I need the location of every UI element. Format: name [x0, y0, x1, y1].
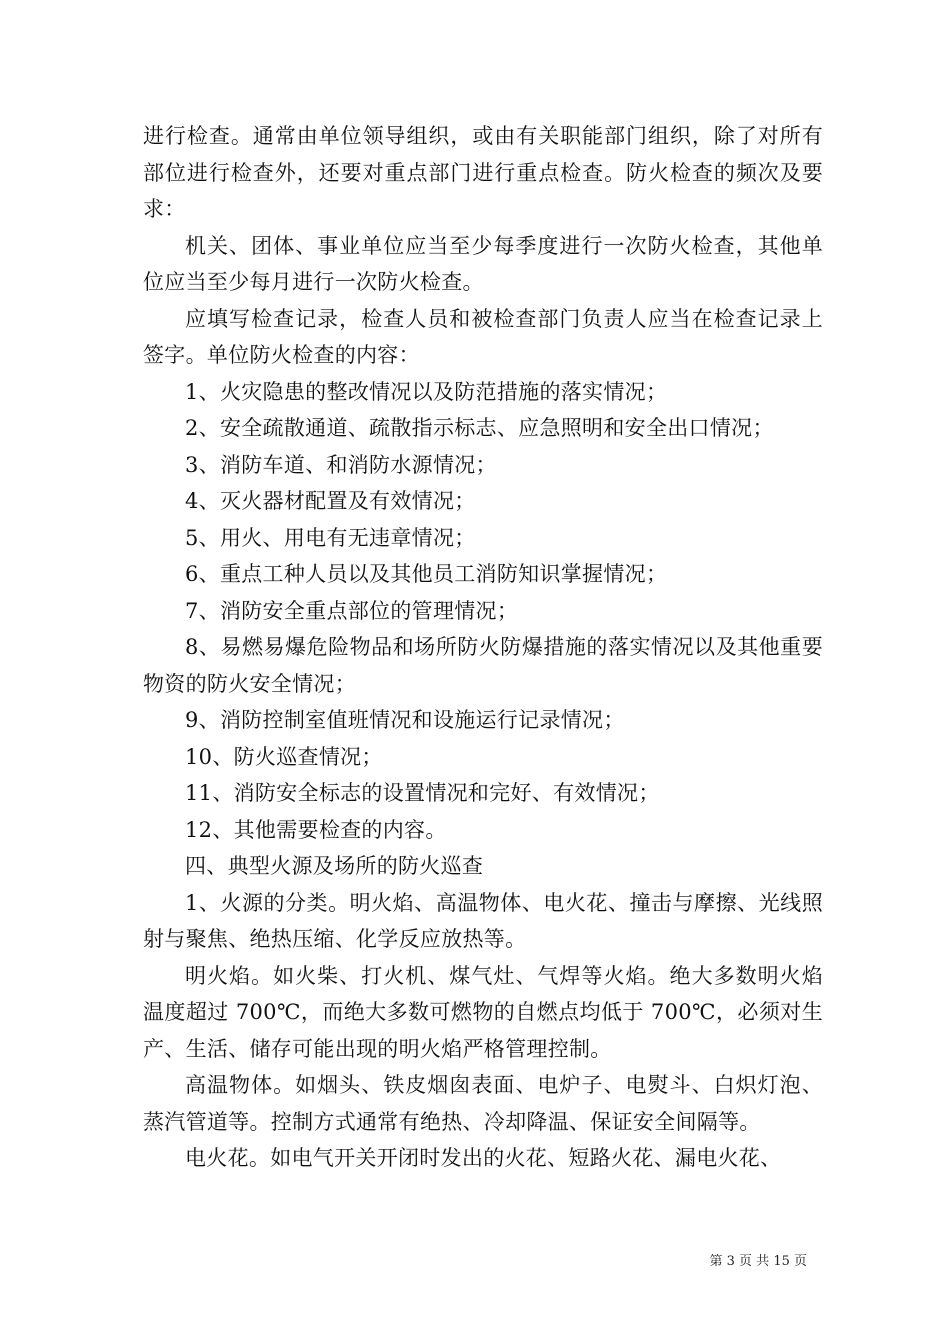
document-body: [143, 118, 823, 1177]
paragraph-1: 进行检查。通常由单位领导组织，或由有关职能部门组织，除了对所有部位进行检查外，还要对重点部门进行重点检查。防火检查的频次及要求：: [143, 124, 823, 221]
list-item-3: 3、消防车道、和消防水源情况；: [185, 452, 497, 477]
list-item-10: 10、防火巡查情况；: [185, 744, 383, 769]
paragraph-hot-objects: 高温物体。如烟头、铁皮烟囱表面、电炉子、电熨斗、白炽灯泡、蒸汽管道等。控制方式通常有绝热、冷却降温、保证安全间隔等。: [143, 1073, 823, 1134]
page-number-footer: 第 3 页 共 15 页: [709, 1254, 807, 1269]
list-item-1: 1、火灾隐患的整改情况以及防范措施的落实情况；: [185, 379, 668, 404]
list-item-7: 7、消防安全重点部位的管理情况；: [185, 598, 519, 623]
list-item-9: 9、消防控制室值班情况和设施运行记录情况；: [185, 708, 625, 732]
list-item-11: 11、消防安全标志的设置情况和完好、有效情况；: [185, 781, 660, 805]
list-item-2: 2、安全疏散通道、疏散指示标志、应急照明和安全出口情况；: [185, 416, 774, 440]
list-item-4: 4、灭火器材配置及有效情况；: [185, 489, 476, 513]
paragraph-2: 机关、团体、事业单位应当至少每季度进行一次防火检查，其他单位应当至少每月进行一次防火检查。: [143, 233, 823, 294]
paragraph-3: 应填写检查记录，检查人员和被检查部门负责人应当在检查记录上签字。单位防火检查的内容：: [143, 306, 823, 367]
list-item-8: 8、易燃易爆危险物品和场所防火防爆措施的落实情况以及其他重要物资的防火安全情况；: [143, 635, 823, 696]
paragraph-open-flame: 明火焰。如火柴、打火机、煤气灶、气焊等火焰。绝大多数明火焰温度超过 700℃，而绝大多数可燃物的自燃点均低于 700℃，必须对生产、生活、储存可能出现的明火焰严格管理控制。: [143, 963, 823, 1061]
paragraph-electric-spark: 电火花。如电气开关开闭时发出的火花、短路火花、漏电火花、: [185, 1146, 782, 1170]
list-item-6: 6、重点工种人员以及其他员工消防知识掌握情况；: [185, 562, 668, 586]
list-item-12: 12、其他需要检查的内容。: [185, 817, 447, 842]
paragraph-fire-source-classification: 1、火源的分类。明火焰、高温物体、电火花、撞击与摩擦、光线照射与聚焦、绝热压缩、化学反应放热等。: [143, 890, 823, 951]
section-heading: 四、典型火源及场所的防火巡查: [185, 854, 484, 878]
list-item-5: 5、用火、用电有无违章情况；: [185, 525, 476, 550]
